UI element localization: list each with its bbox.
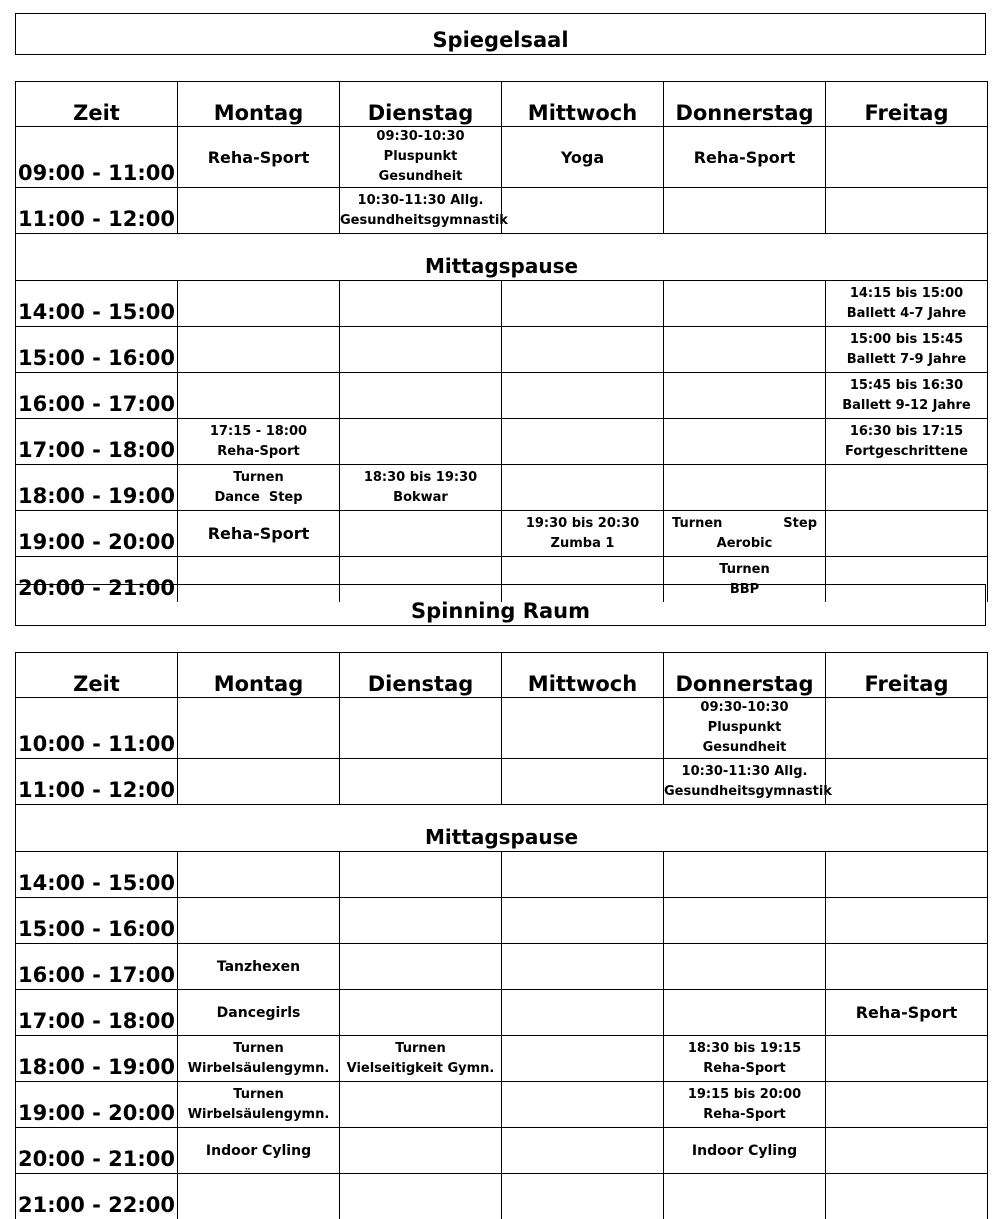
table-row [16,465,988,511]
time-cell: 17:00 - 18:00 [16,419,178,465]
slot-cell [178,327,340,373]
slot-cell [826,1082,988,1128]
slot-cell [178,188,340,234]
header-donnerstag: Donnerstag [664,82,826,127]
slot-line: Gesundheit [340,167,501,187]
time-cell: 19:00 - 20:00 [16,511,178,557]
slot-cell [826,327,988,373]
slot-line: Vielseitigkeit Gymn. [340,1059,501,1079]
schedule-table-spinning-raum [15,652,988,1219]
pause-label: Mittagspause [16,234,988,281]
time-cell: 20:00 - 21:00 [16,1128,178,1174]
slot-cell [664,990,826,1036]
time-cell: 14:00 - 15:00 [16,852,178,898]
slot-cell [826,944,988,990]
slot-cell [664,511,826,557]
slot-cell [340,127,502,188]
header-row [16,82,988,127]
time-cell: 11:00 - 12:00 [16,759,178,805]
slot-line: Turnen [664,560,825,580]
slot-cell [826,188,988,234]
table-row [16,373,988,419]
slot-cell [664,698,826,759]
slot-cell [178,465,340,511]
slot-cell: Tanzhexen [178,944,340,990]
header-mittwoch: Mittwoch [502,653,664,698]
slot-cell [502,419,664,465]
table-row [16,127,988,188]
slot-line: 14:15 bis 15:00 [826,284,987,304]
slot-cell [826,419,988,465]
time-cell: 15:00 - 16:00 [16,898,178,944]
slot-cell [826,852,988,898]
section-title-spinning-raum: Spinning Raum [15,584,986,626]
pause-row [16,234,988,281]
slot-cell [340,373,502,419]
table-row [16,852,988,898]
slot-cell: Reha-Sport [178,127,340,188]
slot-line: Reha-Sport [664,1059,825,1079]
slot-line: 09:30-10:30 Pluspunkt [664,698,825,738]
slot-cell [340,281,502,327]
slot-cell [340,419,502,465]
header-mittwoch: Mittwoch [502,82,664,127]
slot-line: Turnen [178,1039,339,1059]
slot-line: Fortgeschrittene [826,442,987,462]
slot-line: Bokwar [340,488,501,508]
slot-cell [826,127,988,188]
slot-cell [340,1036,502,1082]
table-row [16,759,988,805]
slot-cell [502,1128,664,1174]
table-row [16,511,988,557]
slot-cell [664,327,826,373]
slot-cell [178,898,340,944]
slot-cell [340,1128,502,1174]
slot-cell [340,944,502,990]
slot-line: Aerobic [664,534,825,554]
slot-line: 09:30-10:30 Pluspunkt [340,127,501,167]
header-freitag: Freitag [826,82,988,127]
time-cell: 20:00 - 21:00 [16,557,178,603]
slot-cell [178,1082,340,1128]
slot-line [664,514,825,534]
slot-cell [178,852,340,898]
slot-cell [664,281,826,327]
table-row [16,281,988,327]
slot-cell [340,698,502,759]
slot-line: Turnen [178,1085,339,1105]
slot-cell [340,1082,502,1128]
time-cell: 17:00 - 18:00 [16,990,178,1036]
time-cell: 16:00 - 17:00 [16,373,178,419]
slot-line: 18:30 bis 19:15 [664,1039,825,1059]
slot-cell [178,419,340,465]
slot-cell [826,1174,988,1219]
table-row [16,1174,988,1219]
time-cell: 21:00 - 22:00 [16,1174,178,1219]
slot-cell: Reha-Sport [664,127,826,188]
header-dienstag: Dienstag [340,82,502,127]
slot-cell [664,1036,826,1082]
header-freitag: Freitag [826,653,988,698]
slot-cell [502,465,664,511]
header-donnerstag: Donnerstag [664,653,826,698]
slot-cell [664,465,826,511]
slot-cell [826,1036,988,1082]
slot-cell: Reha-Sport [826,990,988,1036]
slot-line: 17:15 - 18:00 [178,422,339,442]
slot-cell [664,1174,826,1219]
time-cell: 15:00 - 16:00 [16,327,178,373]
table-row [16,698,988,759]
slot-cell [502,188,664,234]
time-cell: 19:00 - 20:00 [16,1082,178,1128]
slot-line: Wirbelsäulengymn. [178,1105,339,1125]
slot-cell [340,465,502,511]
header-zeit: Zeit [16,653,178,698]
slot-cell [340,1174,502,1219]
slot-cell [502,759,664,805]
time-cell: 14:00 - 15:00 [16,281,178,327]
slot-cell: Indoor Cyling [178,1128,340,1174]
time-cell: 16:00 - 17:00 [16,944,178,990]
slot-line: 19:15 bis 20:00 [664,1085,825,1105]
slot-word: Turnen [672,514,722,534]
table-row [16,1036,988,1082]
table-row [16,944,988,990]
slot-cell [664,1082,826,1128]
slot-cell [826,281,988,327]
pause-row [16,805,988,852]
table-row [16,898,988,944]
slot-line: 10:30-11:30 Allg. [664,762,825,782]
pause-label: Mittagspause [16,805,988,852]
slot-cell [178,698,340,759]
table-row [16,1128,988,1174]
slot-word: Step [783,514,817,534]
section-title-spiegelsaal: Spiegelsaal [15,13,986,55]
slot-cell [340,898,502,944]
time-cell: 09:00 - 11:00 [16,127,178,188]
slot-line: 16:30 bis 17:15 [826,422,987,442]
slot-cell: Yoga [502,127,664,188]
slot-cell [340,990,502,1036]
header-montag: Montag [178,653,340,698]
slot-line: Turnen [178,468,339,488]
slot-cell [340,188,502,234]
table-row [16,1082,988,1128]
slot-cell [826,465,988,511]
table-row [16,327,988,373]
slot-cell [502,327,664,373]
slot-cell [664,852,826,898]
slot-cell [826,759,988,805]
slot-cell [340,852,502,898]
slot-cell: Indoor Cyling [664,1128,826,1174]
slot-cell [178,1036,340,1082]
slot-line: Gesundheit [664,738,825,758]
slot-line: Reha-Sport [664,1105,825,1125]
slot-cell [340,327,502,373]
slot-line: Zumba 1 [502,534,663,554]
slot-cell [178,1174,340,1219]
slot-cell [664,944,826,990]
slot-cell [178,373,340,419]
slot-cell [826,1128,988,1174]
slot-cell [502,1174,664,1219]
slot-cell [664,759,826,805]
slot-cell [502,373,664,419]
slot-cell [502,852,664,898]
slot-line: Reha-Sport [178,442,339,462]
slot-cell [502,898,664,944]
time-cell: 11:00 - 12:00 [16,188,178,234]
slot-cell [502,281,664,327]
slot-cell [502,990,664,1036]
slot-cell [826,373,988,419]
slot-cell [664,419,826,465]
slot-line: Ballett 7-9 Jahre [826,350,987,370]
slot-cell [826,698,988,759]
slot-cell [340,759,502,805]
header-zeit: Zeit [16,82,178,127]
schedule-table-spiegelsaal [15,81,988,602]
table-row [16,419,988,465]
slot-cell [826,898,988,944]
slot-cell [664,898,826,944]
slot-cell [502,698,664,759]
slot-cell [502,944,664,990]
time-cell: 18:00 - 19:00 [16,1036,178,1082]
slot-line: 15:45 bis 16:30 [826,376,987,396]
slot-line: Gesundheitsgymnastik [340,211,501,231]
slot-line: 10:30-11:30 Allg. [340,191,501,211]
slot-cell: Dancegirls [178,990,340,1036]
slot-line: 15:00 bis 15:45 [826,330,987,350]
slot-cell [502,1082,664,1128]
slot-cell [178,281,340,327]
slot-line: Dance Step [178,488,339,508]
slot-line: BBP [664,580,825,600]
slot-line: Wirbelsäulengymn. [178,1059,339,1079]
time-cell: 18:00 - 19:00 [16,465,178,511]
slot-cell: Reha-Sport [178,511,340,557]
slot-line: Gesundheitsgymnastik [664,782,825,802]
header-dienstag: Dienstag [340,653,502,698]
slot-cell [826,511,988,557]
header-row [16,653,988,698]
slot-line: 19:30 bis 20:30 [502,514,663,534]
slot-cell [340,511,502,557]
slot-cell [502,1036,664,1082]
slot-cell [502,511,664,557]
slot-line: 18:30 bis 19:30 [340,468,501,488]
slot-line: Ballett 9-12 Jahre [826,396,987,416]
slot-line: Turnen [340,1039,501,1059]
slot-cell [664,188,826,234]
slot-line: Ballett 4-7 Jahre [826,304,987,324]
time-cell: 10:00 - 11:00 [16,698,178,759]
table-row [16,188,988,234]
slot-cell [664,373,826,419]
header-montag: Montag [178,82,340,127]
slot-cell [178,759,340,805]
table-row [16,990,988,1036]
